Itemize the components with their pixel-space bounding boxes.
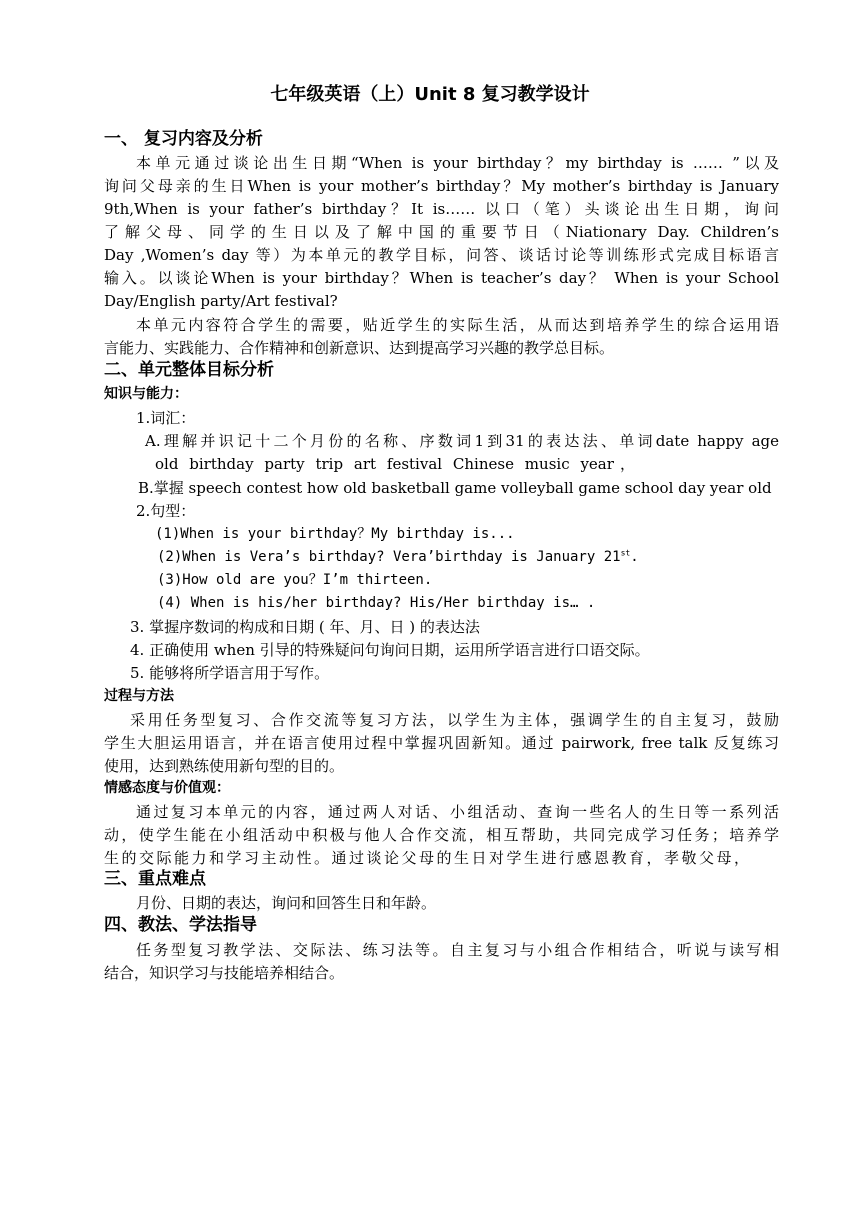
paragraph-line: 任务型复习教学法、交际法、练习法等。自主复习与小组合作相结合，听说与读写相 — [136, 941, 779, 959]
paragraph-line: 9th,When is your father’s birthday？It is…… 以口（笔）头谈论出生日期，询问 — [104, 200, 779, 218]
paragraph-line: Day ,Women’s day 等）为本单元的教学目标，问答、谈话讨论等训练形式完成目标语言 — [104, 246, 779, 264]
paragraph-line: 了解父母、同学的生日以及了解中国的重要节日（Niationary Day. Children’s — [104, 223, 779, 241]
section-1-heading: 一、 复习内容及分析 — [104, 129, 263, 149]
ordinal-suffix: st — [620, 548, 631, 558]
objective-item-4: 4. 正确使用 when 引导的特殊疑问句询问日期，运用所学语言进行口语交际。 — [130, 641, 650, 659]
subheading-emotion: 情感态度与价值观： — [104, 780, 230, 796]
paragraph-line: 学生大胆运用语言，并在语言使用过程中掌握巩固新知。通过 pairwork, free talk 反复练习 — [104, 734, 779, 752]
paragraph-line: 生的交际能力和学习主动性。通过谈论父母的生日对学生进行感恩教育，孝敬父母， — [104, 849, 749, 867]
vocab-a-line: A.理解并识记十二个月份的名称、序数词1到31的表达法、单词date happy age — [145, 432, 779, 450]
paragraph-line: 输入。以谈论When is your birthday？When is teacher’s day？ When is your School — [104, 269, 779, 287]
paragraph-line: 动，使学生能在小组活动中积极与他人合作交流，相互帮助，共同完成学习任务；培养学 — [104, 826, 779, 844]
sentence-2: (2)When is Vera’s birthday? Vera’birthday is January 21st. — [157, 548, 639, 565]
vocab-label: 1.词汇： — [136, 409, 196, 427]
paragraph-line: 使用，达到熟练使用新句型的目的。 — [104, 757, 345, 775]
paragraph-line: 本单元内容符合学生的需要，贴近学生的实际生活，从而达到培养学生的综合运用语 — [136, 316, 779, 334]
paragraph-line: 月份、日期的表达，询问和回答生日和年龄。 — [136, 894, 437, 912]
sentence-3: (3)How old are you？I’m thirteen. — [157, 572, 433, 588]
objective-item-3: 3. 掌握序数词的构成和日期 ( 年、月、日 ) 的表达法 — [130, 618, 480, 636]
objective-item-5: 5. 能够将所学语言用于写作。 — [130, 664, 330, 682]
paragraph-line: 询问父母亲的生日When is your mother’s birthday？My mother’s birthday is January — [104, 177, 779, 195]
paragraph-line: 通过复习本单元的内容，通过两人对话、小组活动、查询一些名人的生日等一系列活 — [136, 803, 779, 821]
section-4-heading: 四、教法、学法指导 — [104, 915, 257, 935]
document-title: 七年级英语（上）Unit 8 复习教学设计 — [270, 84, 590, 105]
paragraph-line: Day/English party/Art festival? — [104, 292, 338, 310]
vocab-b-line: B.掌握 speech contest how old basketball game volleyball game school day year old — [138, 479, 772, 497]
sentence-label: 2.句型： — [136, 502, 196, 520]
subheading-knowledge: 知识与能力： — [104, 386, 188, 402]
section-2-heading: 二、单元整体目标分析 — [104, 360, 274, 380]
section-3-heading: 三、重点难点 — [104, 869, 206, 889]
sentence-4: (4) When is his/her birthday? His/Her birthday is… . — [157, 595, 596, 611]
paragraph-line: 采用任务型复习、合作交流等复习方法，以学生为主体，强调学生的自主复习，鼓励 — [130, 711, 779, 729]
paragraph-line: 本单元通过谈论出生日期“When is your birthday？my birthday is …… ”以及 — [136, 154, 779, 172]
vocab-a-line: old birthday party trip art festival Chinese music year， — [155, 455, 635, 473]
subheading-process: 过程与方法 — [104, 688, 174, 704]
sentence-1: (1)When is your birthday？My birthday is... — [155, 526, 515, 542]
paragraph-line: 言能力、实践能力、合作精神和创新意识、达到提高学习兴趣的教学总目标。 — [104, 339, 615, 357]
paragraph-line: 结合，知识学习与技能培养相结合。 — [104, 964, 345, 982]
